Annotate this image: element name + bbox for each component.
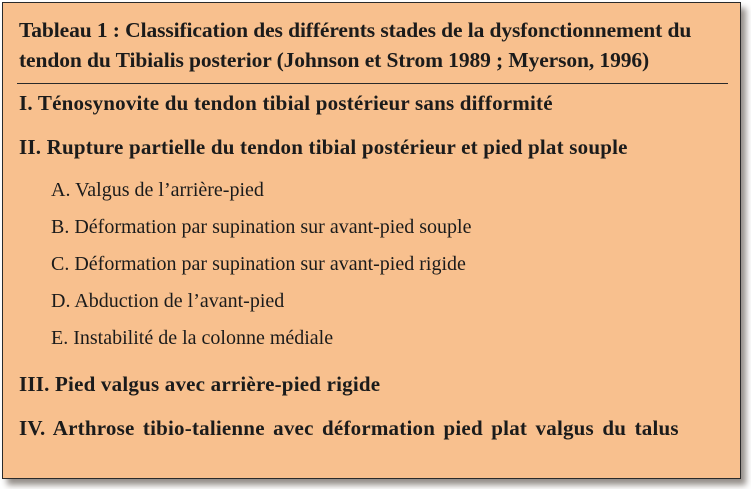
caption-label: Tableau 1 : <box>19 18 120 42</box>
stage-2: II. Rupture partielle du tendon tibial postérieur et pied plat souple <box>19 135 628 159</box>
substage-2d: D. Abduction de l’avant-pied <box>51 290 285 312</box>
table-caption <box>19 15 731 75</box>
stage-4: IV. Arthrose tibio-talienne avec déformation pied plat valgus du talus <box>19 416 679 440</box>
substage-2b: B. Déformation par supination sur avant-pied souple <box>51 216 472 238</box>
caption-divider <box>17 83 728 84</box>
substage-2c: C. Déformation par supination sur avant-pied rigide <box>51 253 466 275</box>
stage-1: I. Ténosynovite du tendon tibial postérieur sans difformité <box>19 91 553 115</box>
substage-2a: A. Valgus de l’arrière-pied <box>51 179 264 201</box>
stage-3: III. Pied valgus avec arrière-pied rigide <box>19 372 381 396</box>
caption-text: Classification des différents stades de la dysfonctionnement du tendon du Tibialis posterior (Johnson et Strom 1989 ; Myerson, 1996) <box>19 18 692 72</box>
classification-table <box>2 2 741 479</box>
substage-2e: E. Instabilité de la colonne médiale <box>51 327 334 349</box>
